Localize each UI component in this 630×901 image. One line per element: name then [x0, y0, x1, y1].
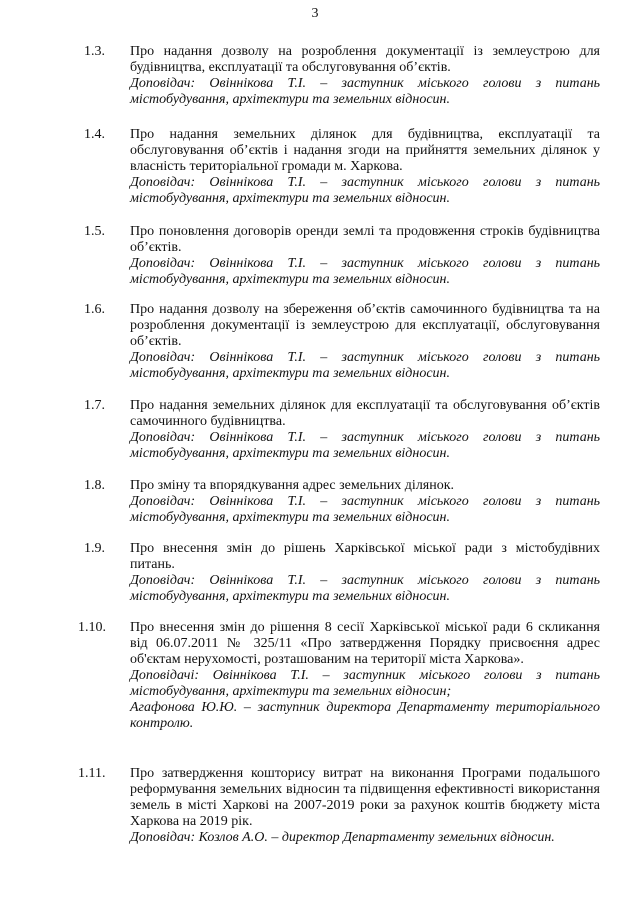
speaker-label: Доповідач: — [130, 494, 196, 509]
agenda-item — [78, 224, 600, 288]
agenda-item — [78, 44, 600, 108]
item-speaker — [130, 175, 600, 207]
item-title: Про надання дозволу на збереження об’єктів самочинного будівництва та на розроблення документації із землеустрою для експлуатації, обслуговування об’єктів. — [130, 302, 600, 349]
item-number: 1.6. — [84, 302, 105, 317]
item-number: 1.3. — [84, 44, 105, 59]
speaker-text: Овіннікова Т.І. – заступник міського голови з питань містобудування, архітектури та земельних відносин. — [130, 430, 601, 461]
item-title: Про внесення змін до рішень Харківської міської ради з містобудівних питань. — [130, 541, 600, 572]
speaker-label: Доповідач: — [130, 573, 196, 588]
item-speaker-second: Агафонова Ю.Ю. – заступник директора Департаменту територіального контролю. — [130, 700, 600, 731]
agenda-item — [78, 127, 600, 207]
item-speaker — [130, 256, 600, 288]
item-title: Про затвердження кошторису витрат на виконання Програми подальшого реформування земельних відносин та підвищення ефективності використання земель в місті Харкові на 2007-2019 роки за рахунок коштів бюджету міста Харкова на 2019 рік. — [130, 766, 600, 829]
speaker-label: Доповідач: — [130, 76, 196, 91]
item-number: 1.7. — [84, 398, 105, 413]
item-title: Про поновлення договорів оренди землі та продовження строків будівництва об’єктів. — [130, 224, 600, 255]
item-title: Про надання дозволу на розроблення документації із землеустрою для будівництва, експлуатації та обслуговування об’єктів. — [130, 44, 600, 75]
speaker-text: Овіннікова Т.І. – заступник міського голови з питань містобудування, архітектури та земельних відносин. — [130, 573, 601, 604]
speaker-text: Козлов А.О. – директор Департаменту земельних відносин. — [198, 830, 555, 845]
item-speaker — [130, 350, 600, 382]
item-number: 1.9. — [84, 541, 105, 556]
item-speaker — [130, 494, 600, 526]
item-title: Про надання земельних ділянок для експлуатації та обслуговування об’єктів самочинного будівництва. — [130, 398, 600, 429]
item-title: Про надання земельних ділянок для будівництва, експлуатації та обслуговування об’єктів і надання згоди на прийняття земельних ділянок у власність територіальної громади м. Харкова. — [130, 127, 600, 174]
speaker-label: Доповідач: — [130, 350, 196, 365]
page-number: 3 — [311, 6, 319, 21]
speaker-label: Доповідач: — [130, 430, 196, 445]
item-speaker — [130, 830, 600, 846]
item-number: 1.5. — [84, 224, 105, 239]
item-speaker — [130, 668, 600, 700]
item-title: Про внесення змін до рішення 8 сесії Харківської міської ради 6 скликання від 06.07.2011 № 325/11 «Про затвердження Порядку присвоєння адрес об'єктам нерухомості, розташованим на території міста Харкова». — [130, 620, 600, 667]
item-speaker — [130, 76, 600, 108]
agenda-item — [78, 766, 600, 846]
item-speaker — [130, 573, 600, 605]
agenda-item — [78, 541, 600, 605]
speaker-text: Овіннікова Т.І. – заступник міського голови з питань містобудування, архітектури та земельних відносин. — [130, 175, 601, 206]
agenda-item — [78, 398, 600, 462]
item-number: 1.10. — [78, 620, 106, 635]
speaker-text: Овіннікова Т.І. – заступник міського голови з питань містобудування, архітектури та земельних відносин. — [130, 350, 601, 381]
speaker-text: Овіннікова Т.І. – заступник міського голови з питань містобудування, архітектури та земельних відносин. — [130, 76, 601, 107]
speaker-text: Овіннікова Т.І. – заступник міського голови з питань містобудування, архітектури та земельних відносин; — [130, 668, 600, 699]
speaker-text: Овіннікова Т.І. – заступник міського голови з питань містобудування, архітектури та земельних відносин. — [130, 256, 601, 287]
speaker-text: Овіннікова Т.І. – заступник міського голови з питань містобудування, архітектури та земельних відносин. — [130, 494, 601, 525]
item-number: 1.8. — [84, 478, 105, 493]
agenda-item — [78, 478, 600, 526]
agenda-item — [78, 620, 600, 732]
item-number: 1.4. — [84, 127, 105, 142]
speaker-label: Доповідачі: — [130, 668, 200, 683]
speaker-label: Доповідач: — [130, 175, 196, 190]
item-title: Про зміну та впорядкування адрес земельних ділянок. — [130, 478, 455, 493]
item-speaker — [130, 430, 600, 462]
item-number: 1.11. — [78, 766, 106, 781]
speaker-label: Доповідач: — [130, 256, 196, 271]
agenda-item — [78, 302, 600, 382]
speaker-label: Доповідач: — [130, 830, 196, 845]
